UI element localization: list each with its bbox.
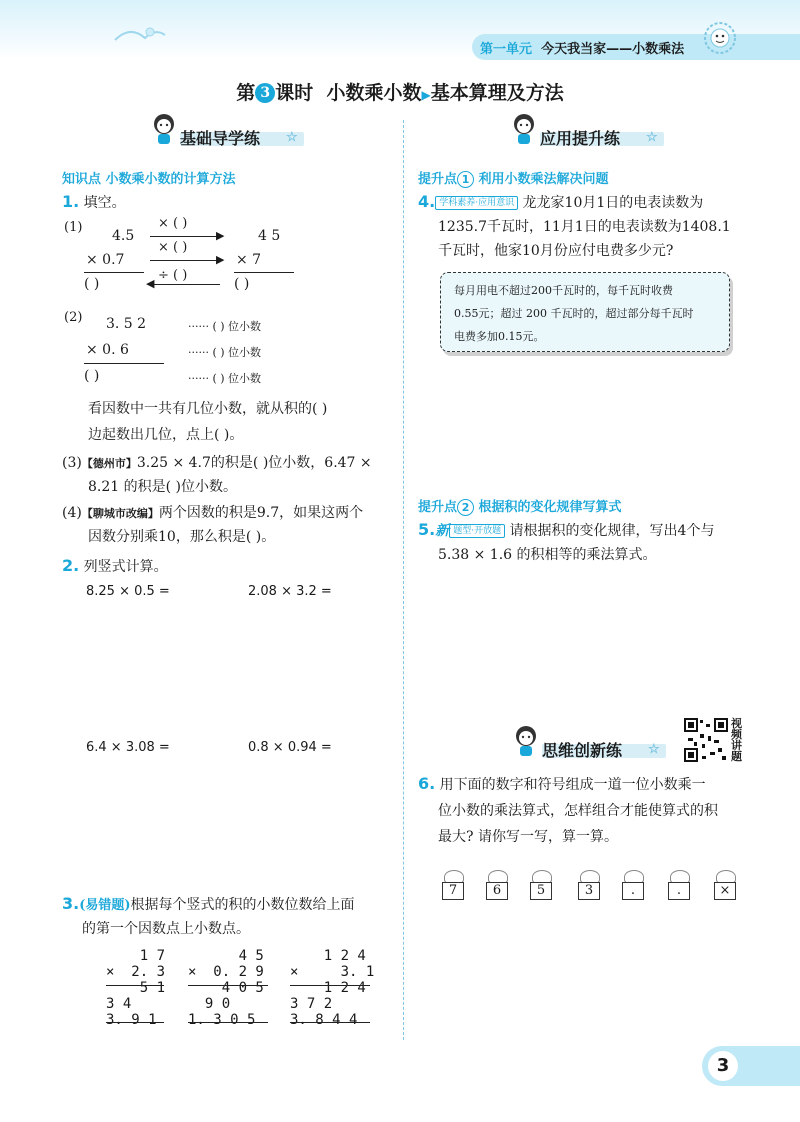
title-suffix: 课时: [275, 82, 314, 104]
part-4: [62, 502, 363, 522]
card-value: .: [668, 882, 690, 900]
question-3: [62, 894, 355, 914]
expression: 8.25 × 0.5 =: [86, 584, 170, 599]
factor-a: 3. 5 2: [106, 316, 147, 332]
calc-row: 1. 3 0 5: [188, 1012, 256, 1028]
answer-blank: ( ): [234, 276, 250, 292]
calc-row: 5 1: [106, 980, 166, 996]
question-number: 1.: [62, 192, 80, 211]
section-creative-thinking: [512, 736, 672, 762]
arrow-head-icon: ▶: [216, 229, 225, 242]
student-mascot-icon: [510, 112, 538, 146]
calc-row: 1 2 4: [290, 980, 366, 996]
kp-number: 2: [457, 499, 474, 516]
section-basic-practice: [150, 124, 310, 150]
calc-line: [84, 363, 164, 364]
flower-decoration-icon: [110, 20, 170, 50]
decimal-places-row: ······ ( ) 位小数: [188, 320, 262, 333]
calc-row: × 0. 2 9: [188, 964, 264, 980]
source-tag: 【聊城市改编】: [81, 507, 159, 520]
question-text: 5.38 × 1.6 的积相等的乘法算式。: [438, 547, 657, 563]
factor-a: 4.5: [112, 228, 135, 244]
rule-text-2: 边起数出几位，点上( )。: [88, 427, 244, 443]
question-6: [418, 774, 706, 794]
number-card[interactable]: [530, 870, 552, 896]
question-text: 千瓦时，他家10月份应付电费多少元?: [438, 243, 674, 259]
part-label: (3): [62, 455, 82, 471]
calc-row: 3. 8 4 4: [290, 1012, 358, 1028]
lion-mascot-icon: [700, 16, 740, 60]
calc-line: [234, 272, 294, 273]
part-text: 3.25 × 4.7的积是( )位小数，6.47 ×: [136, 455, 372, 471]
error-prone-tag: (易错题): [79, 898, 131, 913]
kp-text: 根据积的变化规律写算式: [478, 500, 622, 515]
question-number: 3.: [62, 894, 80, 913]
page-title: [0, 78, 800, 105]
vertical-calc-1: [106, 948, 166, 1028]
answer-blank: ( ): [84, 368, 100, 384]
section-application-practice: [510, 124, 670, 150]
calc-line: [290, 1022, 370, 1023]
kp-prefix: 提升点: [418, 172, 458, 187]
symbol-card[interactable]: [622, 870, 644, 896]
question-text: 填空。: [83, 195, 126, 211]
calc-line: [106, 1022, 164, 1023]
note-line: 每月用电不超过200千瓦时的，每千瓦时收费: [454, 284, 673, 297]
number-card[interactable]: [578, 870, 600, 896]
question-number: 2.: [62, 556, 80, 575]
calc-row: 4 0 5: [188, 980, 264, 996]
triangle-arrow-icon: ▶: [421, 88, 431, 102]
student-mascot-icon: [150, 112, 178, 146]
student-mascot-icon: [512, 724, 540, 758]
number-card[interactable]: [442, 870, 464, 896]
unit-label: [480, 38, 684, 57]
calc-row: 3 4: [106, 996, 132, 1012]
title-topic: 小数乘小数: [326, 82, 422, 104]
factor-c: 4 5: [258, 228, 281, 244]
unit-title: 今天我当家——小数乘法: [541, 42, 685, 57]
star-icon: ☆: [648, 742, 660, 757]
section-title: 思维创新练: [542, 741, 623, 760]
kp-text: 利用小数乘法解决问题: [478, 172, 609, 187]
calc-row: 9 0: [188, 996, 231, 1012]
star-icon: ☆: [286, 130, 298, 145]
question-text: 的第一个因数点上小数点。: [82, 921, 250, 937]
question-text: 列竖式计算。: [83, 559, 168, 575]
calc-line: [290, 985, 370, 986]
calc-row: 3 7 2: [290, 996, 333, 1012]
calc-row: × 3. 1: [290, 964, 375, 980]
knowledge-point: 知识点 小数乘小数的计算方法: [62, 172, 236, 187]
new-tag: 新: [435, 523, 450, 539]
question-text: 请根据积的变化规律，写出4个与: [509, 523, 715, 539]
kp-prefix: 提升点: [418, 500, 458, 515]
symbol-card[interactable]: [668, 870, 690, 896]
part-label: (4): [62, 505, 82, 521]
question-number: 6.: [418, 774, 436, 793]
vertical-calc-3: [290, 948, 375, 1028]
part-label: (2): [64, 310, 83, 325]
question-text: 最大? 请你写一写，算一算。: [438, 829, 618, 845]
card-value: ×: [714, 882, 736, 900]
open-question-tag: 题型·开放题: [449, 524, 505, 538]
factor-b: × 0. 6: [86, 342, 129, 358]
expression: 0.8 × 0.94 =: [248, 740, 332, 755]
arrow-left: [150, 284, 220, 285]
calc-row: 3. 9 1: [106, 1012, 157, 1028]
qr-label: 视频讲题: [731, 717, 742, 763]
calc-line: [84, 272, 144, 273]
part-text: 因数分别乘10，那么积是( )。: [88, 529, 276, 545]
source-tag: 【德州市】: [81, 457, 137, 470]
card-value: 3: [578, 882, 600, 900]
part-text: 8.21 的积是( )位小数。: [88, 479, 237, 495]
part-label: (1): [64, 220, 83, 235]
improvement-point-2: [418, 496, 622, 516]
rule-text-1: 看因数中一共有几位小数，就从积的( ): [88, 401, 328, 417]
symbol-card[interactable]: [714, 870, 736, 896]
arrow-right-mid: [150, 260, 220, 261]
improvement-point-1: [418, 168, 609, 188]
unit-number: 第一单元: [480, 42, 533, 57]
calc-row: 4 5: [188, 948, 264, 964]
question-number: 5.: [418, 520, 436, 539]
question-text: 用下面的数字和符号组成一道一位小数乘一: [439, 777, 706, 793]
calc-line: [188, 985, 268, 986]
calc-line: [106, 985, 164, 986]
literacy-tag: 学科素养·应用意识: [435, 196, 518, 210]
decimal-places-row: ······ ( ) 位小数: [188, 372, 262, 385]
question-text: 根据每个竖式的积的小数位数给上面: [130, 897, 355, 913]
calc-row: 1 2 4: [290, 948, 366, 964]
expression: 6.4 × 3.08 =: [86, 740, 170, 755]
page-number: 3: [708, 1051, 738, 1081]
kp-number: 1: [457, 171, 474, 188]
calc-line: [188, 1022, 268, 1023]
part-text: 两个因数的积是9.7，如果这两个: [158, 505, 364, 521]
factor-b: × 0.7: [86, 252, 125, 268]
expression: 2.08 × 3.2 =: [248, 584, 332, 599]
question-2: [62, 556, 168, 576]
question-5: [418, 520, 714, 540]
note-line: 电费多加0.15元。: [454, 330, 545, 343]
vertical-calc-2: [188, 948, 268, 1028]
card-value: 7: [442, 882, 464, 900]
operation-label-bot: ÷ ( ): [158, 268, 188, 283]
question-1: [62, 192, 126, 212]
question-number: 4.: [418, 192, 436, 211]
lesson-number: 3: [255, 83, 275, 103]
section-title: 基础导学练: [180, 129, 261, 148]
question-text: 1235.7千瓦时，11月1日的电表读数为1408.1: [438, 219, 731, 235]
arrow-head-icon: ▶: [216, 253, 225, 266]
card-value: 6: [486, 882, 508, 900]
number-card[interactable]: [486, 870, 508, 896]
part-3: [62, 452, 372, 472]
qr-code-icon[interactable]: [684, 718, 728, 762]
star-icon: ☆: [646, 130, 658, 145]
question-text: 龙龙家10月1日的电表读数为: [522, 195, 704, 211]
question-text: 位小数的乘法算式，怎样组合才能使算式的积: [438, 803, 718, 819]
note-line: 0.55元；超过 200 千瓦时的，超过部分每千瓦时: [454, 307, 694, 320]
title-prefix: 第: [236, 82, 256, 104]
factor-d: × 7: [236, 252, 262, 268]
decimal-places-row: ······ ( ) 位小数: [188, 346, 262, 359]
arrow-head-left-icon: ◀: [146, 277, 155, 290]
calc-row: × 2. 3: [106, 964, 166, 980]
operation-label-mid: × ( ): [158, 240, 188, 255]
operation-label-top: × ( ): [158, 216, 188, 231]
calc-row: 1 7: [106, 948, 166, 964]
card-value: 5: [530, 882, 552, 900]
title-subtitle: 基本算理及方法: [430, 82, 564, 104]
column-divider: [403, 120, 404, 1040]
arrow-right-top: [150, 236, 220, 237]
card-value: .: [622, 882, 644, 900]
section-title: 应用提升练: [540, 129, 621, 148]
question-4: [418, 192, 703, 212]
answer-blank: ( ): [84, 276, 100, 292]
